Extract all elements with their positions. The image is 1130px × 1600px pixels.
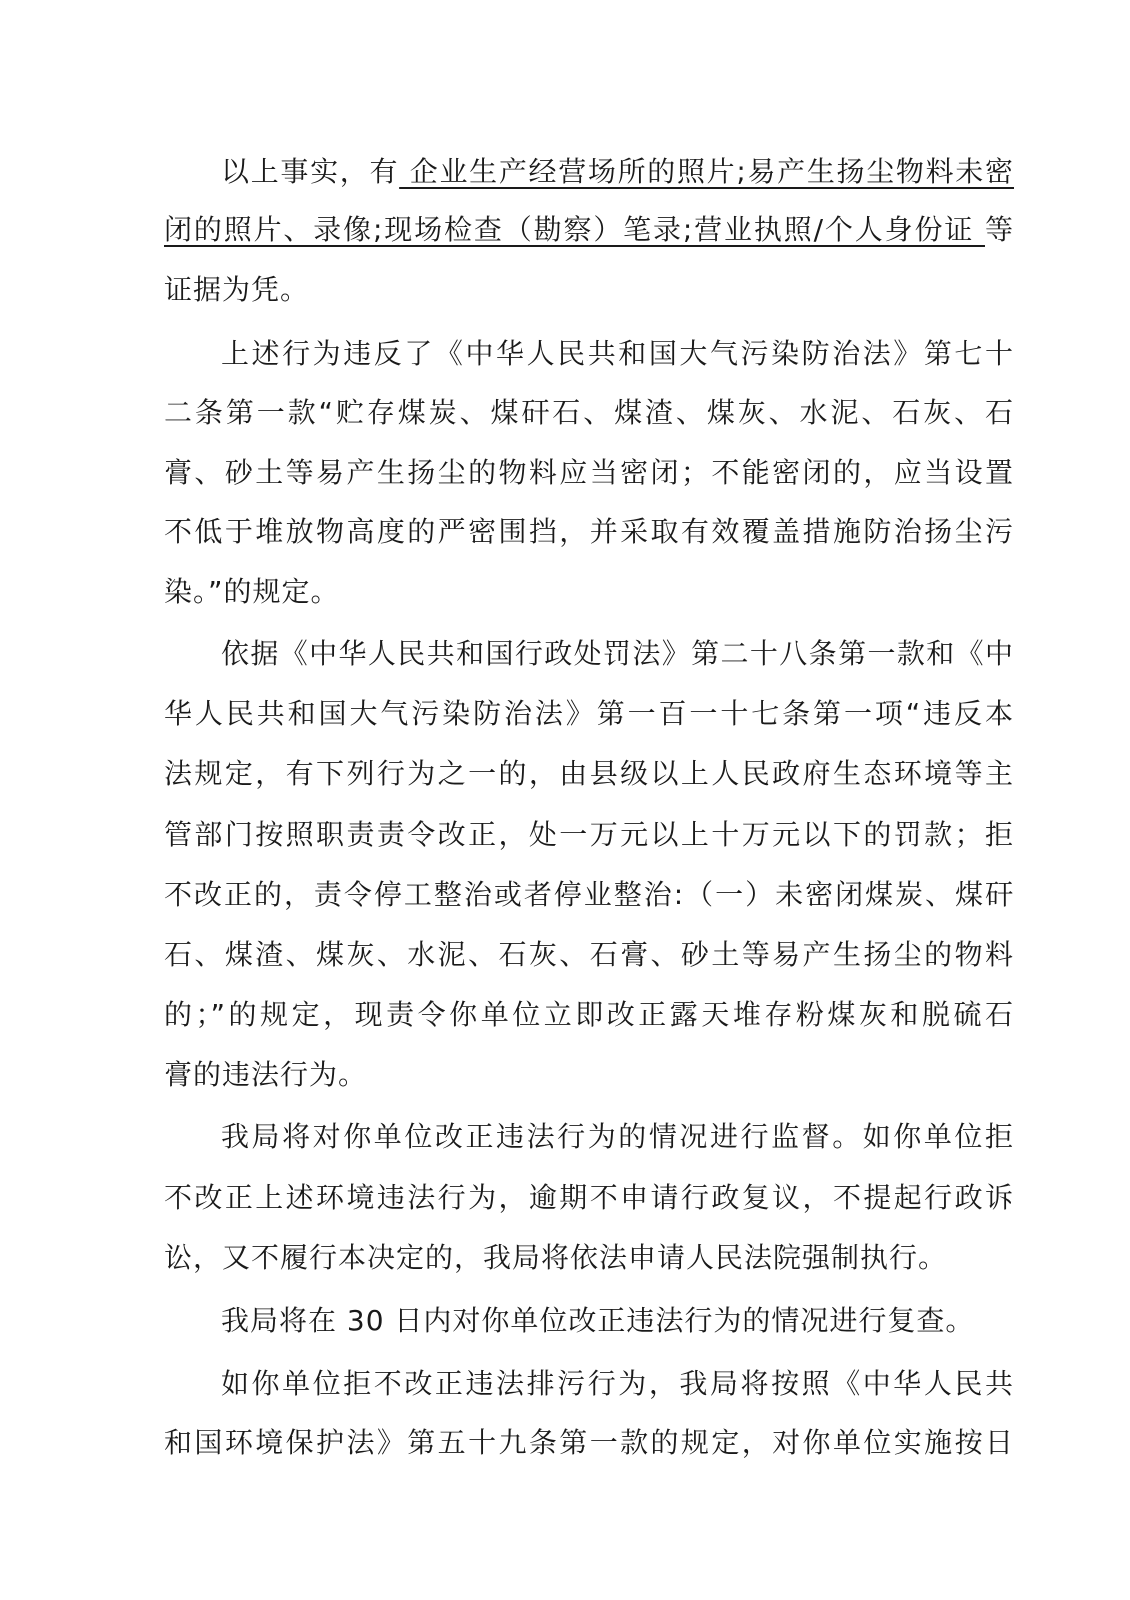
- evidence-line-2: [164, 210, 1014, 250]
- penalty-line-1: 如你单位拒不改正违法排污行为，我局将按照《中华人民共: [221, 1367, 1014, 1400]
- violation-line-4: 不低于堆放物高度的严密围挡，并采取有效覆盖措施防治扬尘污: [164, 515, 1014, 548]
- review-line-1: 我局将在 30 日内对你单位改正违法行为的情况进行复查。: [221, 1304, 975, 1337]
- basis-line-8: 膏的违法行为。: [164, 1058, 368, 1091]
- evidence-line-3: 证据为凭。: [164, 273, 310, 306]
- violation-line-2: 二条第一款“贮存煤炭、煤矸石、煤渣、煤灰、水泥、石灰、石: [164, 396, 1014, 429]
- basis-line-1: 依据《中华人民共和国行政处罚法》第二十八条第一款和《中: [221, 637, 1014, 670]
- basis-line-7: 的；”的规定，现责令你单位立即改正露天堆存粉煤灰和脱硫石: [164, 998, 1014, 1031]
- evidence-line-1: [221, 152, 1014, 192]
- basis-line-2: 华人民共和国大气污染防治法》第一百一十七条第一项“违反本: [164, 697, 1014, 730]
- supervision-line-1: 我局将对你单位改正违法行为的情况进行监督。如你单位拒: [221, 1120, 1014, 1153]
- basis-line-6: 石、煤渣、煤灰、水泥、石灰、石膏、砂土等易产生扬尘的物料: [164, 938, 1014, 971]
- evidence-prefix: 以上事实，有: [221, 155, 400, 188]
- supervision-line-2: 不改正上述环境违法行为，逾期不申请行政复议，不提起行政诉: [164, 1181, 1014, 1214]
- evidence-list-part-2: 闭的照片、录像;现场检查（勘察）笔录;营业执照/个人身份证: [164, 213, 985, 246]
- basis-line-3: 法规定，有下列行为之一的，由县级以上人民政府生态环境等主: [164, 757, 1014, 790]
- basis-line-4: 管部门按照职责责令改正，处一万元以上十万元以下的罚款；拒: [164, 818, 1014, 851]
- violation-line-5: 染。”的规定。: [164, 575, 340, 608]
- supervision-line-3: 讼，又不履行本决定的，我局将依法申请人民法院强制执行。: [164, 1241, 948, 1274]
- evidence-list-part-1: 企业生产经营场所的照片;易产生扬尘物料未密: [399, 155, 1014, 188]
- penalty-line-2: 和国环境保护法》第五十九条第一款的规定，对你单位实施按日: [164, 1426, 1014, 1459]
- violation-line-3: 膏、砂土等易产生扬尘的物料应当密闭；不能密闭的，应当设置: [164, 456, 1014, 489]
- violation-line-1: 上述行为违反了《中华人民共和国大气污染防治法》第七十: [221, 337, 1014, 370]
- evidence-suffix: 等: [984, 213, 1014, 246]
- basis-line-5: 不改正的，责令停工整治或者停业整治:（一）未密闭煤炭、煤矸: [164, 878, 1014, 911]
